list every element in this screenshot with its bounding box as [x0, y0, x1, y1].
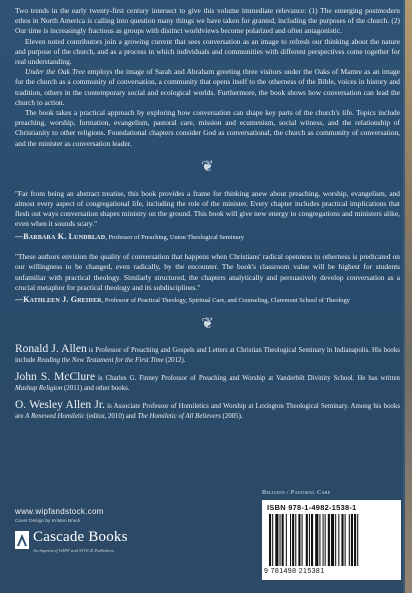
intro-paragraph: The book takes a practical approach by exploring how conversation can shape key parts of the church's life. Topics include preaching, worship, formation, evangelism, pastoral care, mission and ecumenism, social witness, and the relationship of Christianity to other religions. Foundational chapters consider God as conversational, the church as community of conversation, and the minister as conversation leader.: [15, 108, 400, 148]
barcode-icon: [268, 514, 395, 566]
leaf-ornament-icon: ❦: [201, 315, 214, 332]
intro-paragraph: [15, 67, 400, 108]
book-title: Reading the New Testament for the First Time: [37, 356, 164, 364]
publisher-url: www.wipfandstock.com: [15, 507, 104, 516]
author-name: John S. McClure: [15, 370, 96, 383]
cover-text-column: [15, 6, 400, 428]
barcode-digits: 9 781498 215381: [264, 568, 325, 575]
book-title: The Homiletic of All Believers: [137, 412, 221, 420]
cascade-logo-icon: [15, 531, 29, 549]
author-bio: Ronald J. Allen is Professor of Preaching and Gospels and Letters at Christian Theological Seminary in Indianapolis. His books include Reading the New Testament for the First Time (2012).: [15, 342, 400, 364]
category-label: Religion / Pastoral Care: [262, 489, 331, 496]
publisher-tagline: An Imprint of WIPF and STOCK Publishers: [33, 548, 115, 553]
isbn-label: ISBN 978-1-4982-1538-1: [267, 503, 357, 512]
publisher-logo: [15, 529, 135, 573]
intro-paragraph: Two trends in the early twenty-first century intersect to give this volume immediate relevance: (1) The emerging postmodern ethos in North America is calling into question many things we have taken for granted, including the purposes of the church. (2) Our time is increasingly fractious as groups with distinct worldviews become polarized and often antagonistic.: [15, 6, 400, 36]
endorsement-quote: "Far from being an abstract treatise, this book provides a frame for thinking anew about preaching, worship, evangelism, and almost every aspect of congregational life, including the role of the minister. Every chapter includes practical implications that flesh out ways conversation shapes ministry on the ground. This book will give new energy to congregations and ministers alike, even when it sounds scary.": [15, 188, 400, 229]
book-title: Under the Oak Tree: [25, 67, 86, 77]
author-name: Ronald J. Allen: [15, 342, 87, 355]
endorsement-quote: "These authors envision the quality of conversation that happens when Christians' radical openness to otherness is predicated on our willingness to be changed, even radically, by the encounter. The book's classroom value will be highest for students unfamiliar with practical theology. Similarly structured, the chapters analytically and persuasively develop conversation as a crucial metaphor for practical theology and its subdisciplines.": [15, 252, 400, 292]
isbn-barcode: [262, 500, 401, 580]
endorser-name: —Kathleen J. Greider: [15, 295, 102, 305]
endorsement-attribution: [15, 232, 400, 243]
endorser-role: , Professor of Practical Theology, Spiritual Care, and Counseling, Claremont School of Theology: [101, 297, 350, 305]
author-bio: O. Wesley Allen Jr. is Associate Professor of Homiletics and Worship at Lexington Theological Seminary. Among his books are A Renewed Homiletic (editor, 2010) and The Homiletic of All Believers (2005).: [15, 398, 401, 420]
endorsement-attribution: [15, 295, 400, 306]
book-title: Mashup Religion: [15, 384, 63, 392]
author-name: O. Wesley Allen Jr.: [15, 398, 105, 411]
front-cover-edge: [405, 0, 412, 593]
intro-paragraph: Eleven noted contributors join a growing current that sees conversation as an image to refresh our thinking about the nature and purpose of the church, and as a process in which individuals and communities with different perspectives come together for real understanding.: [15, 36, 400, 67]
cover-design-credit: Cover Design by Kristen Brack: [15, 519, 81, 524]
book-title: A Renewed Homiletic: [25, 412, 85, 420]
publisher-name: Cascade Books: [33, 529, 128, 545]
intro-text: employs the image of Sarah and Abraham greeting three visitors under the Oaks of Mamre as an image for the church as a community of conversation, a community that opens itself to the otherness of the Bible, voices in history and tradition, others in the contemporary social and ecological worlds. Furthermore, the book shows how conversation can lead the church to action.: [15, 67, 400, 107]
endorser-name: —Barbara K. Lundblad: [15, 231, 106, 241]
endorser-role: , Professor of Preaching, Union Theological Seminary: [105, 233, 244, 241]
spine-highlight: [403, 0, 405, 593]
leaf-ornament-icon: ❦: [201, 158, 214, 175]
author-bio: John S. McClure is Charles G. Finney Professor of Preaching and Worship at Vanderbilt Divinity School. He has written Mashup Religion (2011) and other books.: [15, 370, 400, 392]
